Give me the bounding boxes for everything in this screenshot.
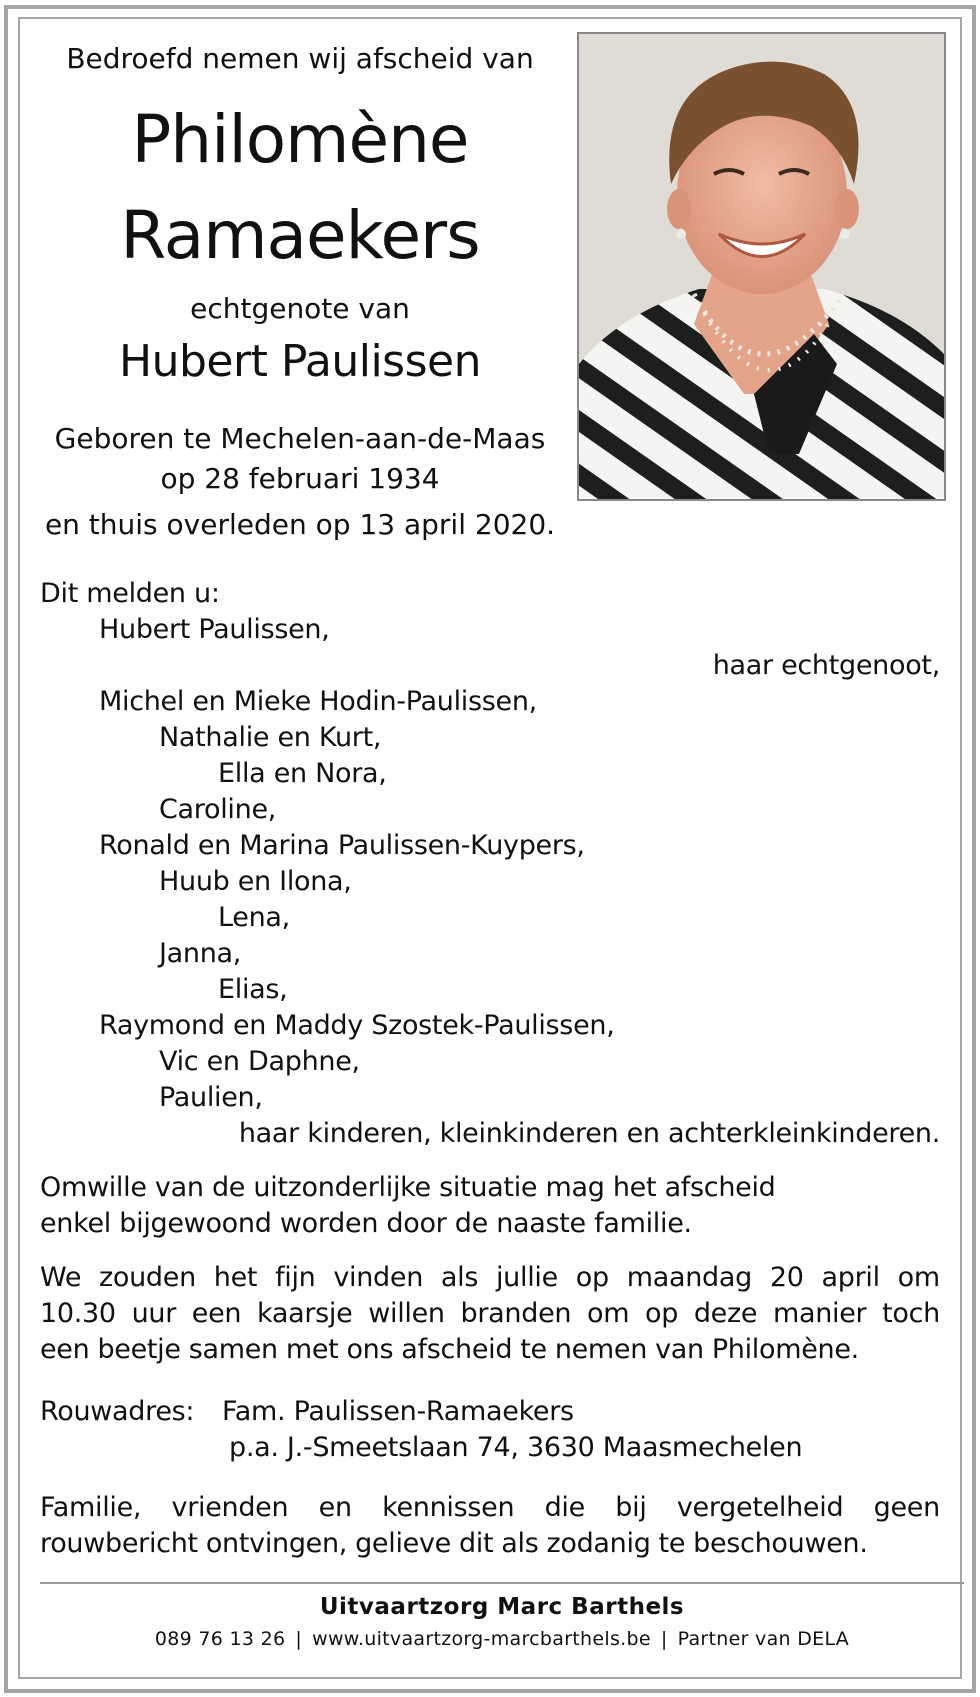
address-line-2: p.a. J.-Smeetslaan 74, 3630 Maasmechelen (229, 1432, 803, 1463)
candle-paragraph (40, 1262, 940, 1370)
word: als (501, 1528, 539, 1559)
announcement-intro: Dit melden u: (40, 578, 220, 609)
word: vrienden (171, 1492, 289, 1523)
word: dit (458, 1528, 494, 1559)
word: ons (346, 1334, 394, 1365)
word: fijn (275, 1262, 316, 1293)
word: maandag (626, 1262, 752, 1293)
word: beschouwen. (693, 1528, 868, 1559)
list-item: Janna, (159, 938, 242, 969)
death-date: en thuis overleden op 13 april 2020. (44, 508, 556, 541)
word: beetje (97, 1334, 181, 1365)
list-item: Caroline, (159, 794, 277, 825)
spouse-entry: Hubert Paulissen, (99, 614, 330, 645)
list-item: Raymond en Maddy Szostek-Paulissen, (99, 1010, 615, 1041)
word: zodanig (546, 1528, 651, 1559)
word: op (575, 1262, 609, 1293)
word: bij (615, 1492, 647, 1523)
word: jullie (495, 1262, 558, 1293)
phone-number: 089 76 13 26 (154, 1628, 286, 1650)
word: met (285, 1334, 339, 1365)
candle-line-3 (40, 1334, 940, 1370)
funeral-company-name: Uitvaartzorg Marc Barthels (319, 1594, 685, 1620)
word: april (821, 1262, 880, 1293)
word: ontvingen, (205, 1528, 348, 1559)
deceased-first-name: Philomène (131, 101, 469, 178)
word: branden (460, 1298, 572, 1329)
list-item: Elias, (218, 974, 288, 1005)
word: 10.30 (40, 1298, 116, 1329)
word: het (213, 1262, 258, 1293)
word: van (655, 1334, 704, 1365)
word: als (440, 1262, 479, 1293)
partner-text: Partner van DELA (677, 1628, 850, 1650)
word: Familie, (40, 1492, 142, 1523)
birth-place: Geboren te Mechelen-aan-de-Maas (54, 422, 546, 455)
list-item: Nathalie en Kurt, (159, 722, 382, 753)
word: gelieve (355, 1528, 451, 1559)
word: rouwbericht (40, 1528, 198, 1559)
intro-text: Bedroefd nemen wij afscheid van (66, 42, 534, 75)
word: toch (882, 1298, 940, 1329)
footer-divider (40, 1582, 964, 1584)
word: 20 (769, 1262, 804, 1293)
website-link[interactable]: www.uitvaartzorg-marcbarthels.be (312, 1628, 651, 1650)
word: vinden (333, 1262, 424, 1293)
separator: | (295, 1628, 303, 1650)
word: om (897, 1262, 940, 1293)
word: op (645, 1298, 679, 1329)
closing-line-2 (40, 1528, 940, 1564)
list-item: Paulien, (159, 1082, 263, 1113)
word: willen (368, 1298, 445, 1329)
address-line-1: Fam. Paulissen-Ramaekers (222, 1396, 574, 1427)
list-item: Michel en Mieke Hodin-Paulissen, (99, 686, 537, 717)
word: te (658, 1528, 686, 1559)
list-item: Ella en Nora, (218, 758, 387, 789)
birth-date: op 28 februari 1934 (160, 462, 440, 495)
word: vergetelheid (676, 1492, 844, 1523)
word: een (40, 1334, 90, 1365)
candle-line-2 (40, 1298, 940, 1334)
separator: | (660, 1628, 668, 1650)
spouse-name: Hubert Paulissen (119, 336, 481, 387)
word: te (520, 1334, 547, 1365)
list-item: Ronald en Marina Paulissen-Kuypers, (99, 830, 585, 861)
word: kennissen (382, 1492, 515, 1523)
word: deze (693, 1298, 758, 1329)
family-role: haar kinderen, kleinkinderen en achterkleinkinderen. (238, 1118, 940, 1149)
word: geen (873, 1492, 940, 1523)
word: nemen (554, 1334, 648, 1365)
word: kaarsje (257, 1298, 353, 1329)
word: om (586, 1298, 630, 1329)
word: en (318, 1492, 352, 1523)
portrait-illustration (579, 34, 944, 499)
deceased-last-name: Ramaekers (120, 197, 480, 274)
word: die (544, 1492, 585, 1523)
list-item: Huub en Ilona, (159, 866, 352, 897)
word: zouden (99, 1262, 196, 1293)
spouse-role: haar echtgenoot, (712, 650, 940, 681)
list-item: Lena, (218, 902, 290, 933)
word: uur (131, 1298, 177, 1329)
footer-contact (40, 1628, 964, 1650)
notice-line-1: Omwille van de uitzonderlijke situatie mag het afscheid (40, 1172, 776, 1203)
word: We (40, 1262, 82, 1293)
spouse-label: echtgenote van (190, 292, 410, 325)
address-label: Rouwadres: (40, 1396, 195, 1427)
portrait-photo (577, 32, 946, 501)
word: Philomène. (711, 1334, 859, 1365)
closing-paragraph (40, 1492, 940, 1564)
word: samen (188, 1334, 278, 1365)
word: afscheid (401, 1334, 513, 1365)
candle-line-1 (40, 1262, 940, 1298)
word: een (191, 1298, 242, 1329)
list-item: Vic en Daphne, (159, 1046, 360, 1077)
closing-line-1 (40, 1492, 940, 1528)
word: manier (772, 1298, 867, 1329)
notice-line-2: enkel bijgewoond worden door de naaste familie. (40, 1208, 692, 1239)
